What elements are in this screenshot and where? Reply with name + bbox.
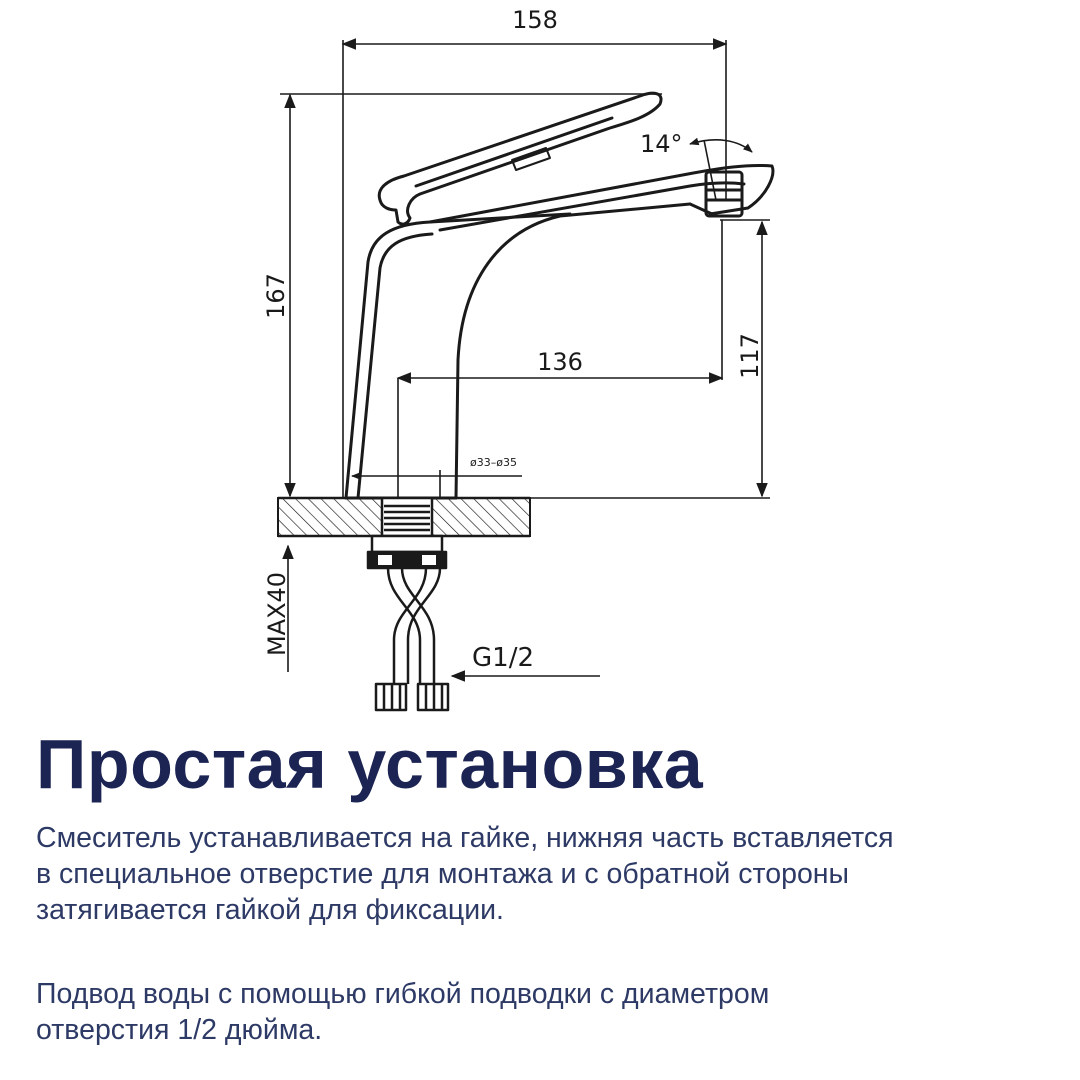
dim-label-136: 136	[537, 348, 583, 376]
dim-label-thread: G1/2	[472, 643, 534, 673]
dim-label-max40: MAX40	[263, 571, 291, 657]
text-line: Подвод воды с помощью гибкой подводки с диаметром	[36, 978, 770, 1010]
text-line: затягивается гайкой для фиксации.	[36, 894, 504, 926]
dim-label-117: 117	[736, 333, 764, 379]
dim-label-158: 158	[512, 6, 558, 34]
text-line: в специальное отверстие для монтажа и с обратной стороны	[36, 858, 850, 890]
text-line: отверстия 1/2 дюйма.	[36, 1014, 323, 1046]
dim-label-angle: 14°	[640, 130, 683, 158]
dim-label-167: 167	[262, 273, 290, 319]
text-line: Смеситель устанавливается на гайке, нижняя часть вставляется	[36, 822, 894, 854]
description-paragraph-water-supply	[36, 976, 1066, 1048]
page-title: Простая установка	[36, 725, 704, 803]
faucet-body	[346, 93, 773, 498]
description-paragraph-installation	[36, 820, 1066, 928]
dim-label-hole-diameter: ø33–ø35	[470, 456, 517, 469]
